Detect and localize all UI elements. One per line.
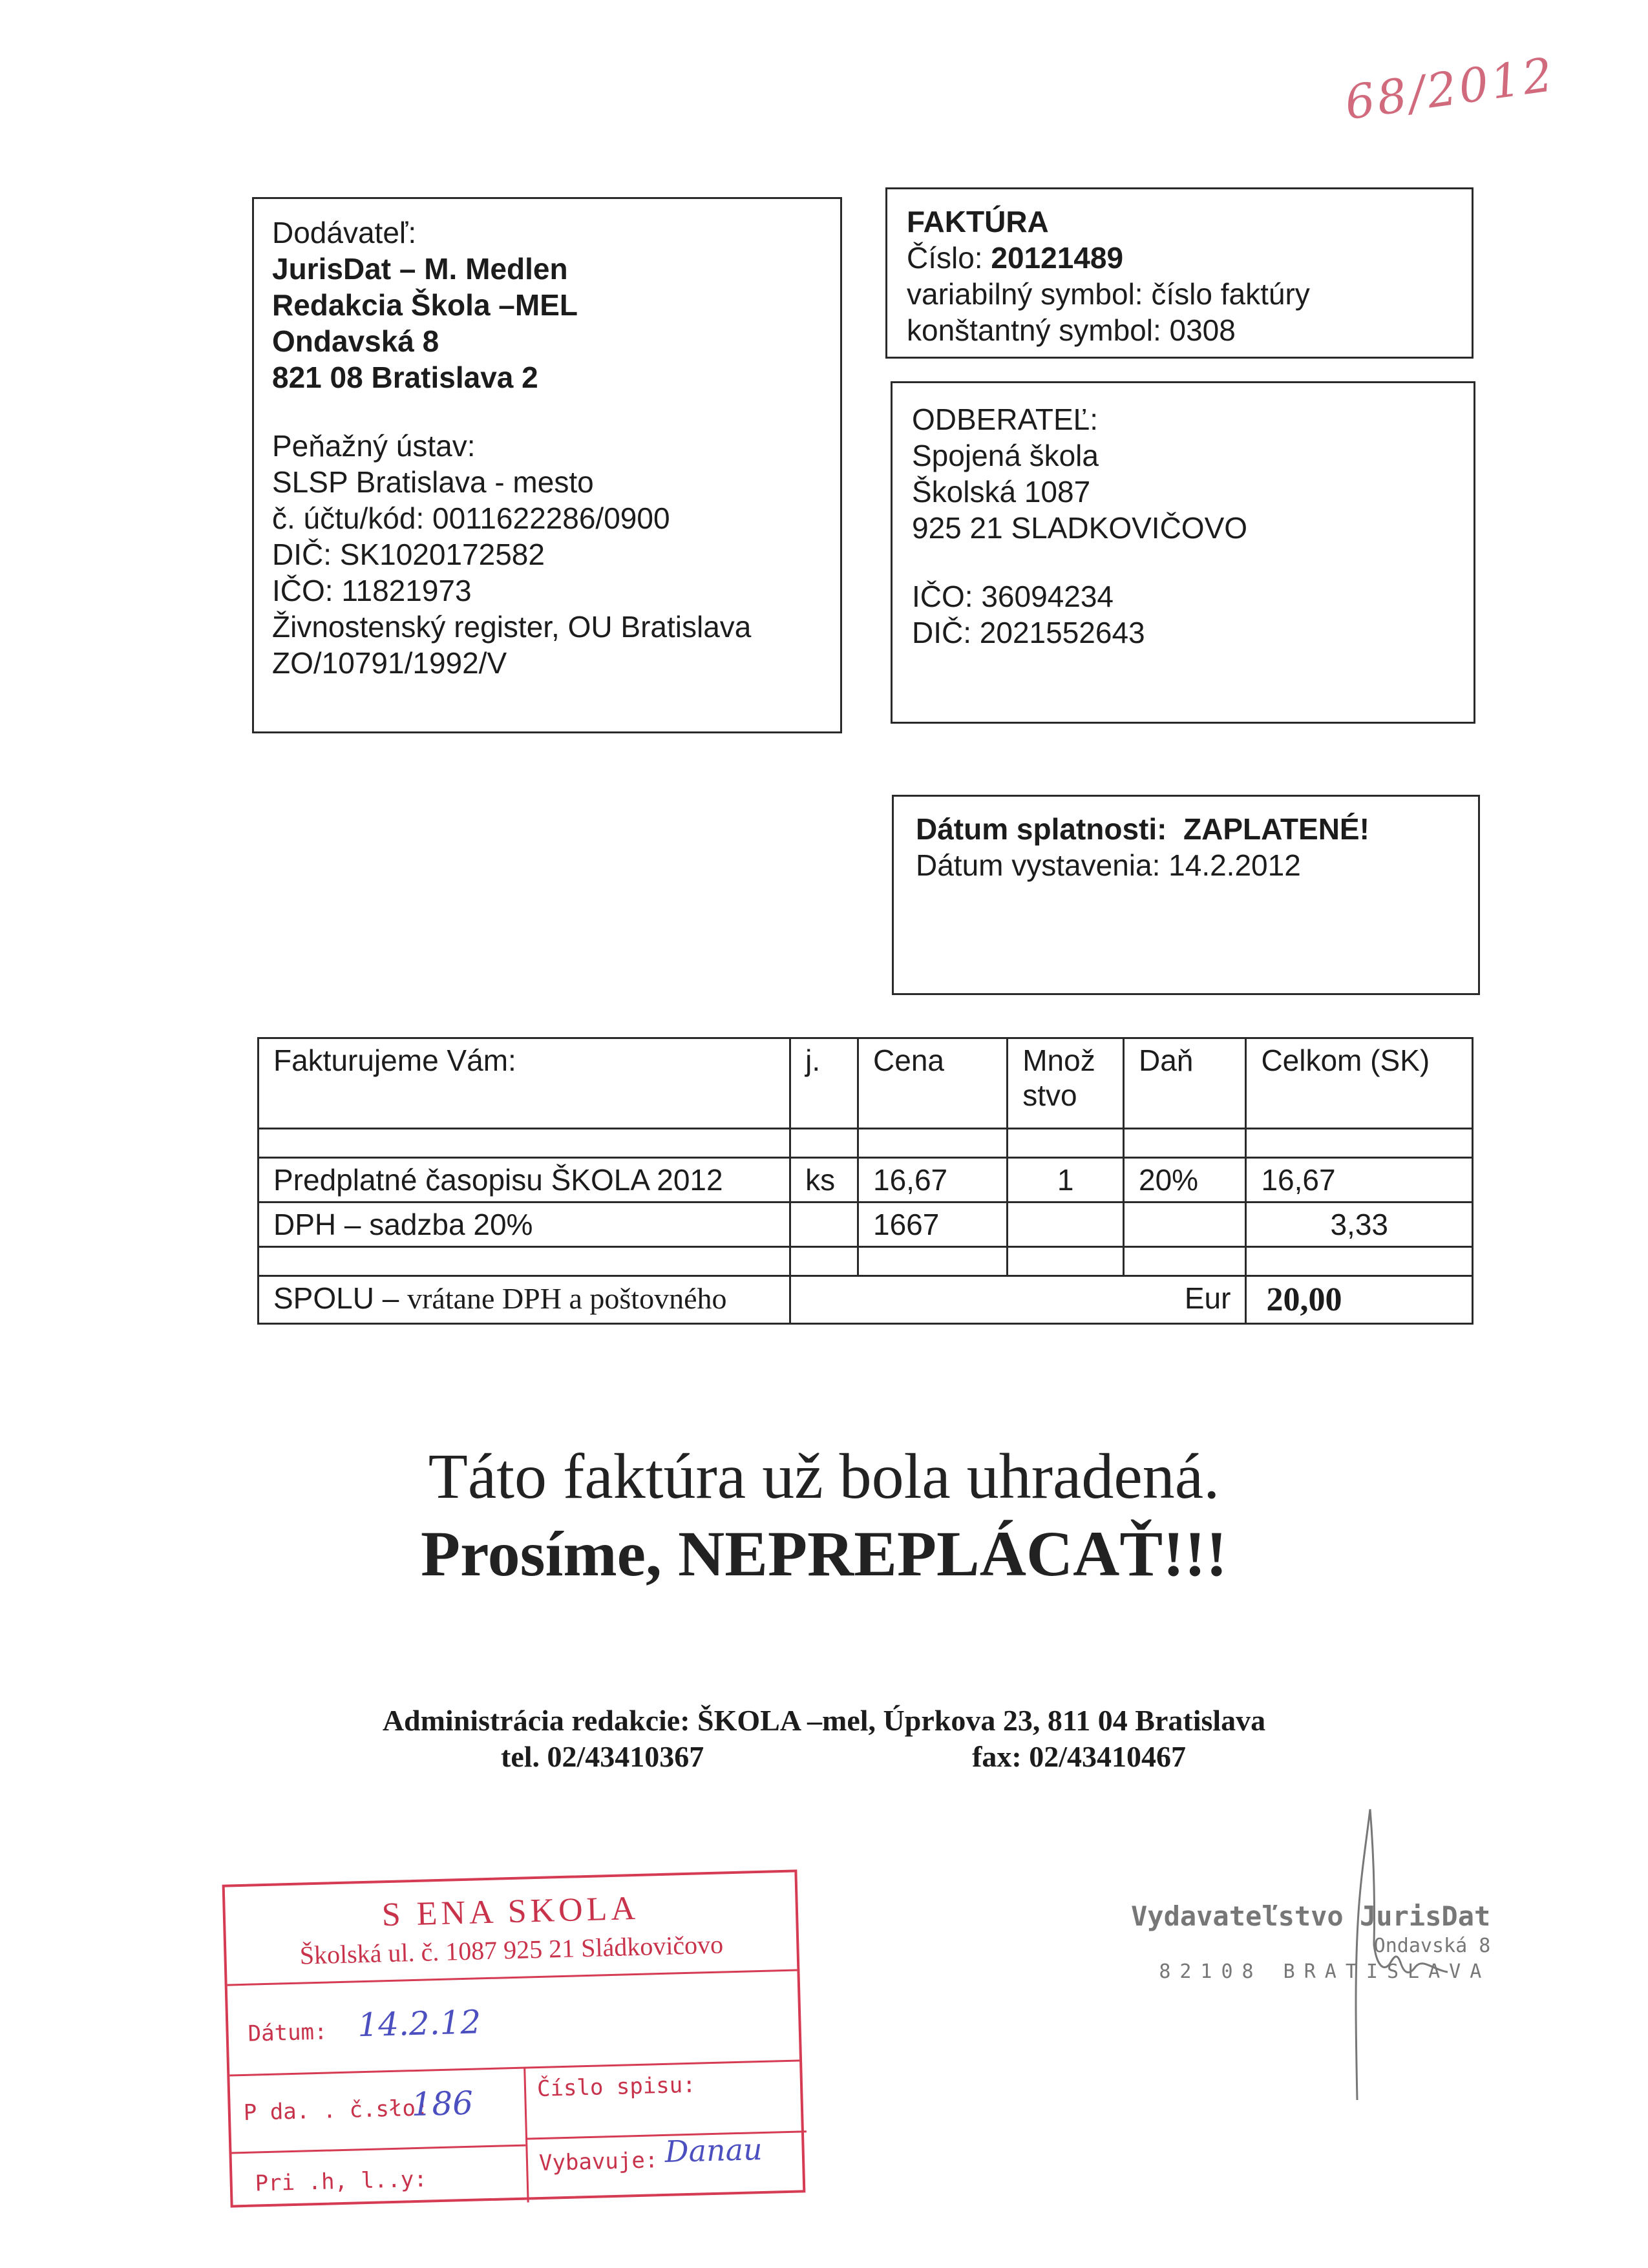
table-spacer-row	[259, 1129, 1473, 1158]
table-row	[259, 1158, 1473, 1202]
row-tax: 20%	[1124, 1158, 1246, 1202]
header-quantity-line1: Množ	[1022, 1044, 1095, 1077]
variable-symbol: variabilný symbol: číslo faktúry	[907, 277, 1310, 311]
row-price: 1667	[858, 1202, 1008, 1247]
stamp-handler-label: Vybavuje:	[538, 2147, 659, 2177]
supplier-name: JurisDat – M. Medlen	[272, 252, 568, 286]
due-date-line	[916, 811, 1456, 847]
sum-value: 20,00	[1246, 1276, 1473, 1324]
publisher-street: Ondavská 8	[1373, 1935, 1491, 1957]
handwritten-number: 68/2012	[1341, 47, 1559, 131]
customer-ico: IČO: 36094234	[912, 580, 1114, 613]
table-header-row	[259, 1038, 1473, 1129]
header-unit: j.	[790, 1038, 858, 1129]
supplier-heading: Dodávateľ:	[272, 216, 417, 249]
stamp-date-label: Dátum:	[248, 2019, 328, 2047]
row-price: 16,67	[858, 1158, 1008, 1202]
dates-box	[892, 795, 1480, 995]
header-quantity	[1008, 1038, 1124, 1129]
supplier-street: Ondavská 8	[272, 324, 439, 358]
header-total: Celkom (SK)	[1246, 1038, 1473, 1129]
stamp-handler-value: Danau	[664, 2132, 763, 2169]
customer-box	[891, 381, 1475, 724]
sum-label-main: SPOLU –	[273, 1281, 399, 1315]
invoice-number-label: Číslo:	[907, 241, 983, 275]
publisher-city: 82108 BRATISLAVA	[1159, 1960, 1491, 1983]
header-price: Cena	[858, 1038, 1008, 1129]
invoice-number: 20121489	[991, 241, 1124, 275]
table-row	[259, 1202, 1473, 1247]
administration-footer	[0, 1703, 1648, 1775]
administration-tel: tel. 02/43410367	[501, 1740, 704, 1773]
registry-stamp	[222, 1869, 806, 2207]
due-date-value: ZAPLATENÉ!	[1183, 812, 1369, 846]
notice-line2: Prosíme, NEPREPLÁCAŤ!!!	[421, 1518, 1227, 1590]
row-unit: ks	[790, 1158, 858, 1202]
supplier-account: č. účtu/kód: 0011622286/0900	[272, 501, 670, 535]
customer-name: Spojená škola	[912, 439, 1099, 472]
administration-contacts	[436, 1739, 1212, 1775]
row-total: 3,33	[1246, 1202, 1473, 1247]
administration-fax: fax: 02/43410467	[972, 1740, 1186, 1773]
row-item: DPH – sadzba 20%	[259, 1202, 790, 1247]
supplier-editorial: Redakcia Škola –MEL	[272, 288, 578, 322]
supplier-city: 821 08 Bratislava 2	[272, 361, 538, 394]
publisher-name: Vydavateľstvo JurisDat	[1131, 1900, 1491, 1932]
table-sum-row	[259, 1276, 1473, 1324]
due-date-label: Dátum splatnosti:	[916, 812, 1167, 846]
stamp-address: Školská ul. č. 1087 925 21 Sládkovičovo	[299, 1929, 724, 1970]
supplier-bank-name: SLSP Bratislava - mesto	[272, 465, 594, 499]
sum-currency: Eur	[790, 1276, 1246, 1324]
supplier-dic: DIČ: SK1020172582	[272, 538, 545, 571]
stamp-attachments-label: Pri .h, l..y:	[255, 2166, 428, 2197]
supplier-bank-label: Peňažný ústav:	[272, 429, 476, 463]
administration-line: Administrácia redakcie: ŠKOLA –mel, Úprkova 23, 811 04 Bratislava	[382, 1704, 1266, 1737]
stamp-file-label: Číslo spisu:	[536, 2072, 697, 2103]
supplier-ico: IČO: 11821973	[272, 574, 472, 607]
row-quantity	[1008, 1202, 1124, 1247]
row-tax	[1124, 1202, 1246, 1247]
header-item: Fakturujeme Vám:	[259, 1038, 790, 1129]
header-quantity-line2: stvo	[1022, 1078, 1077, 1112]
invoice-box	[885, 187, 1474, 359]
customer-heading: ODBERATEĽ:	[912, 403, 1098, 436]
stamp-date-value: 14.2.12	[357, 2003, 481, 2044]
constant-symbol: konštantný symbol: 0308	[907, 313, 1236, 347]
stamp-registry-label: P da. . č.sło:	[243, 2095, 429, 2126]
supplier-box	[252, 197, 842, 733]
customer-dic: DIČ: 2021552643	[912, 616, 1145, 649]
stamp-title: S ENA SKOLA	[381, 1889, 640, 1934]
issue-date: Dátum vystavenia: 14.2.2012	[916, 848, 1301, 882]
row-quantity: 1	[1008, 1158, 1124, 1202]
customer-city: 925 21 SLADKOVIČOVO	[912, 511, 1248, 545]
stamp-registry-value: 186	[410, 2084, 474, 2124]
supplier-register: Živnostenský register, OU Bratislava	[272, 610, 752, 644]
invoice-number-line	[907, 240, 1452, 276]
payment-notice	[0, 1438, 1648, 1593]
header-tax: Daň	[1124, 1038, 1246, 1129]
customer-street: Školská 1087	[912, 475, 1091, 509]
row-item: Predplatné časopisu ŠKOLA 2012	[259, 1158, 790, 1202]
notice-line1: Táto faktúra už bola uhradená.	[428, 1440, 1220, 1512]
row-total: 16,67	[1246, 1158, 1473, 1202]
items-table	[257, 1037, 1474, 1325]
table-spacer-row	[259, 1247, 1473, 1276]
invoice-title: FAKTÚRA	[907, 205, 1049, 238]
publisher-stamp	[1131, 1900, 1490, 1985]
row-unit	[790, 1202, 858, 1247]
supplier-register-number: ZO/10791/1992/V	[272, 646, 507, 680]
sum-label-rest: vrátane DPH a poštovného	[407, 1282, 727, 1315]
sum-label	[259, 1276, 790, 1324]
